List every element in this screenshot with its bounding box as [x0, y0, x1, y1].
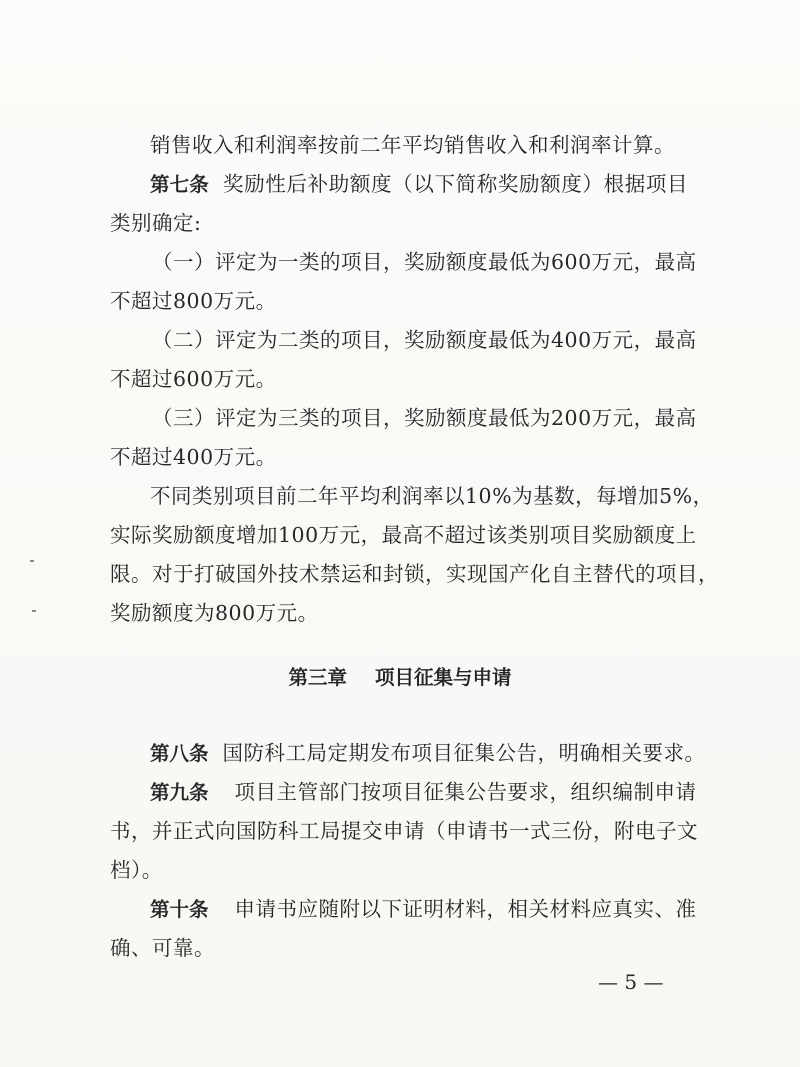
article-8-text: 国防科工局定期发布项目征集公告，明确相关要求。 [222, 741, 706, 765]
paragraph-line: 不超过800万元。 [110, 289, 277, 313]
chapter-heading [0, 664, 800, 692]
paragraph-line: 确、可靠。 [110, 936, 215, 960]
paragraph-line: 不超过600万元。 [110, 367, 277, 391]
paragraph-line: 不同类别项目前二年平均利润率以10%为基数，每增加5%， [150, 484, 714, 508]
paragraph-line: 销售收入和利润率按前二年平均销售收入和利润率计算。 [150, 133, 675, 157]
paragraph-line: 限。对于打破国外技术禁运和封锁，实现国产化自主替代的项目， [110, 562, 719, 586]
article-7-line [150, 170, 688, 199]
paragraph-line: 类别确定: [110, 211, 202, 235]
page-number: — 5 — [598, 970, 664, 994]
list-item-3-line: （三）评定为三类的项目，奖励额度最低为200万元，最高 [152, 406, 697, 430]
article-8-line [150, 739, 706, 768]
paragraph-line: 不超过400万元。 [110, 445, 277, 469]
paragraph-line: 书，并正式向国防科工局提交申请（申请书一式三份，附电子文 [110, 819, 698, 843]
article-9-text: 项目主管部门按项目征集公告要求，组织编制申请 [234, 780, 697, 804]
scan-mark [32, 610, 36, 612]
article-8-label: 第八条 [150, 742, 209, 765]
chapter-number: 第三章 [288, 666, 347, 689]
paragraph-line: 实际奖励额度增加100万元，最高不超过该类别项目奖励额度上 [110, 523, 697, 547]
article-7-label: 第七条 [150, 173, 209, 196]
article-10-line [150, 895, 697, 924]
article-9-line [150, 778, 697, 807]
article-10-text: 申请书应随附以下证明材料，相关材料应真实、准 [234, 897, 697, 921]
article-7-text: 奖励性后补助额度（以下简称奖励额度）根据项目 [222, 172, 688, 196]
list-item-1-line: （一）评定为一类的项目，奖励额度最低为600万元，最高 [152, 250, 697, 274]
paragraph-line: 档）。 [110, 858, 163, 882]
list-item-2-line: （二）评定为二类的项目，奖励额度最低为400万元，最高 [152, 328, 697, 352]
paragraph-line: 奖励额度为800万元。 [110, 601, 319, 625]
scan-mark [30, 560, 34, 562]
article-10-label: 第十条 [150, 898, 209, 921]
chapter-title: 项目征集与申请 [375, 666, 512, 689]
article-9-label: 第九条 [150, 781, 209, 804]
